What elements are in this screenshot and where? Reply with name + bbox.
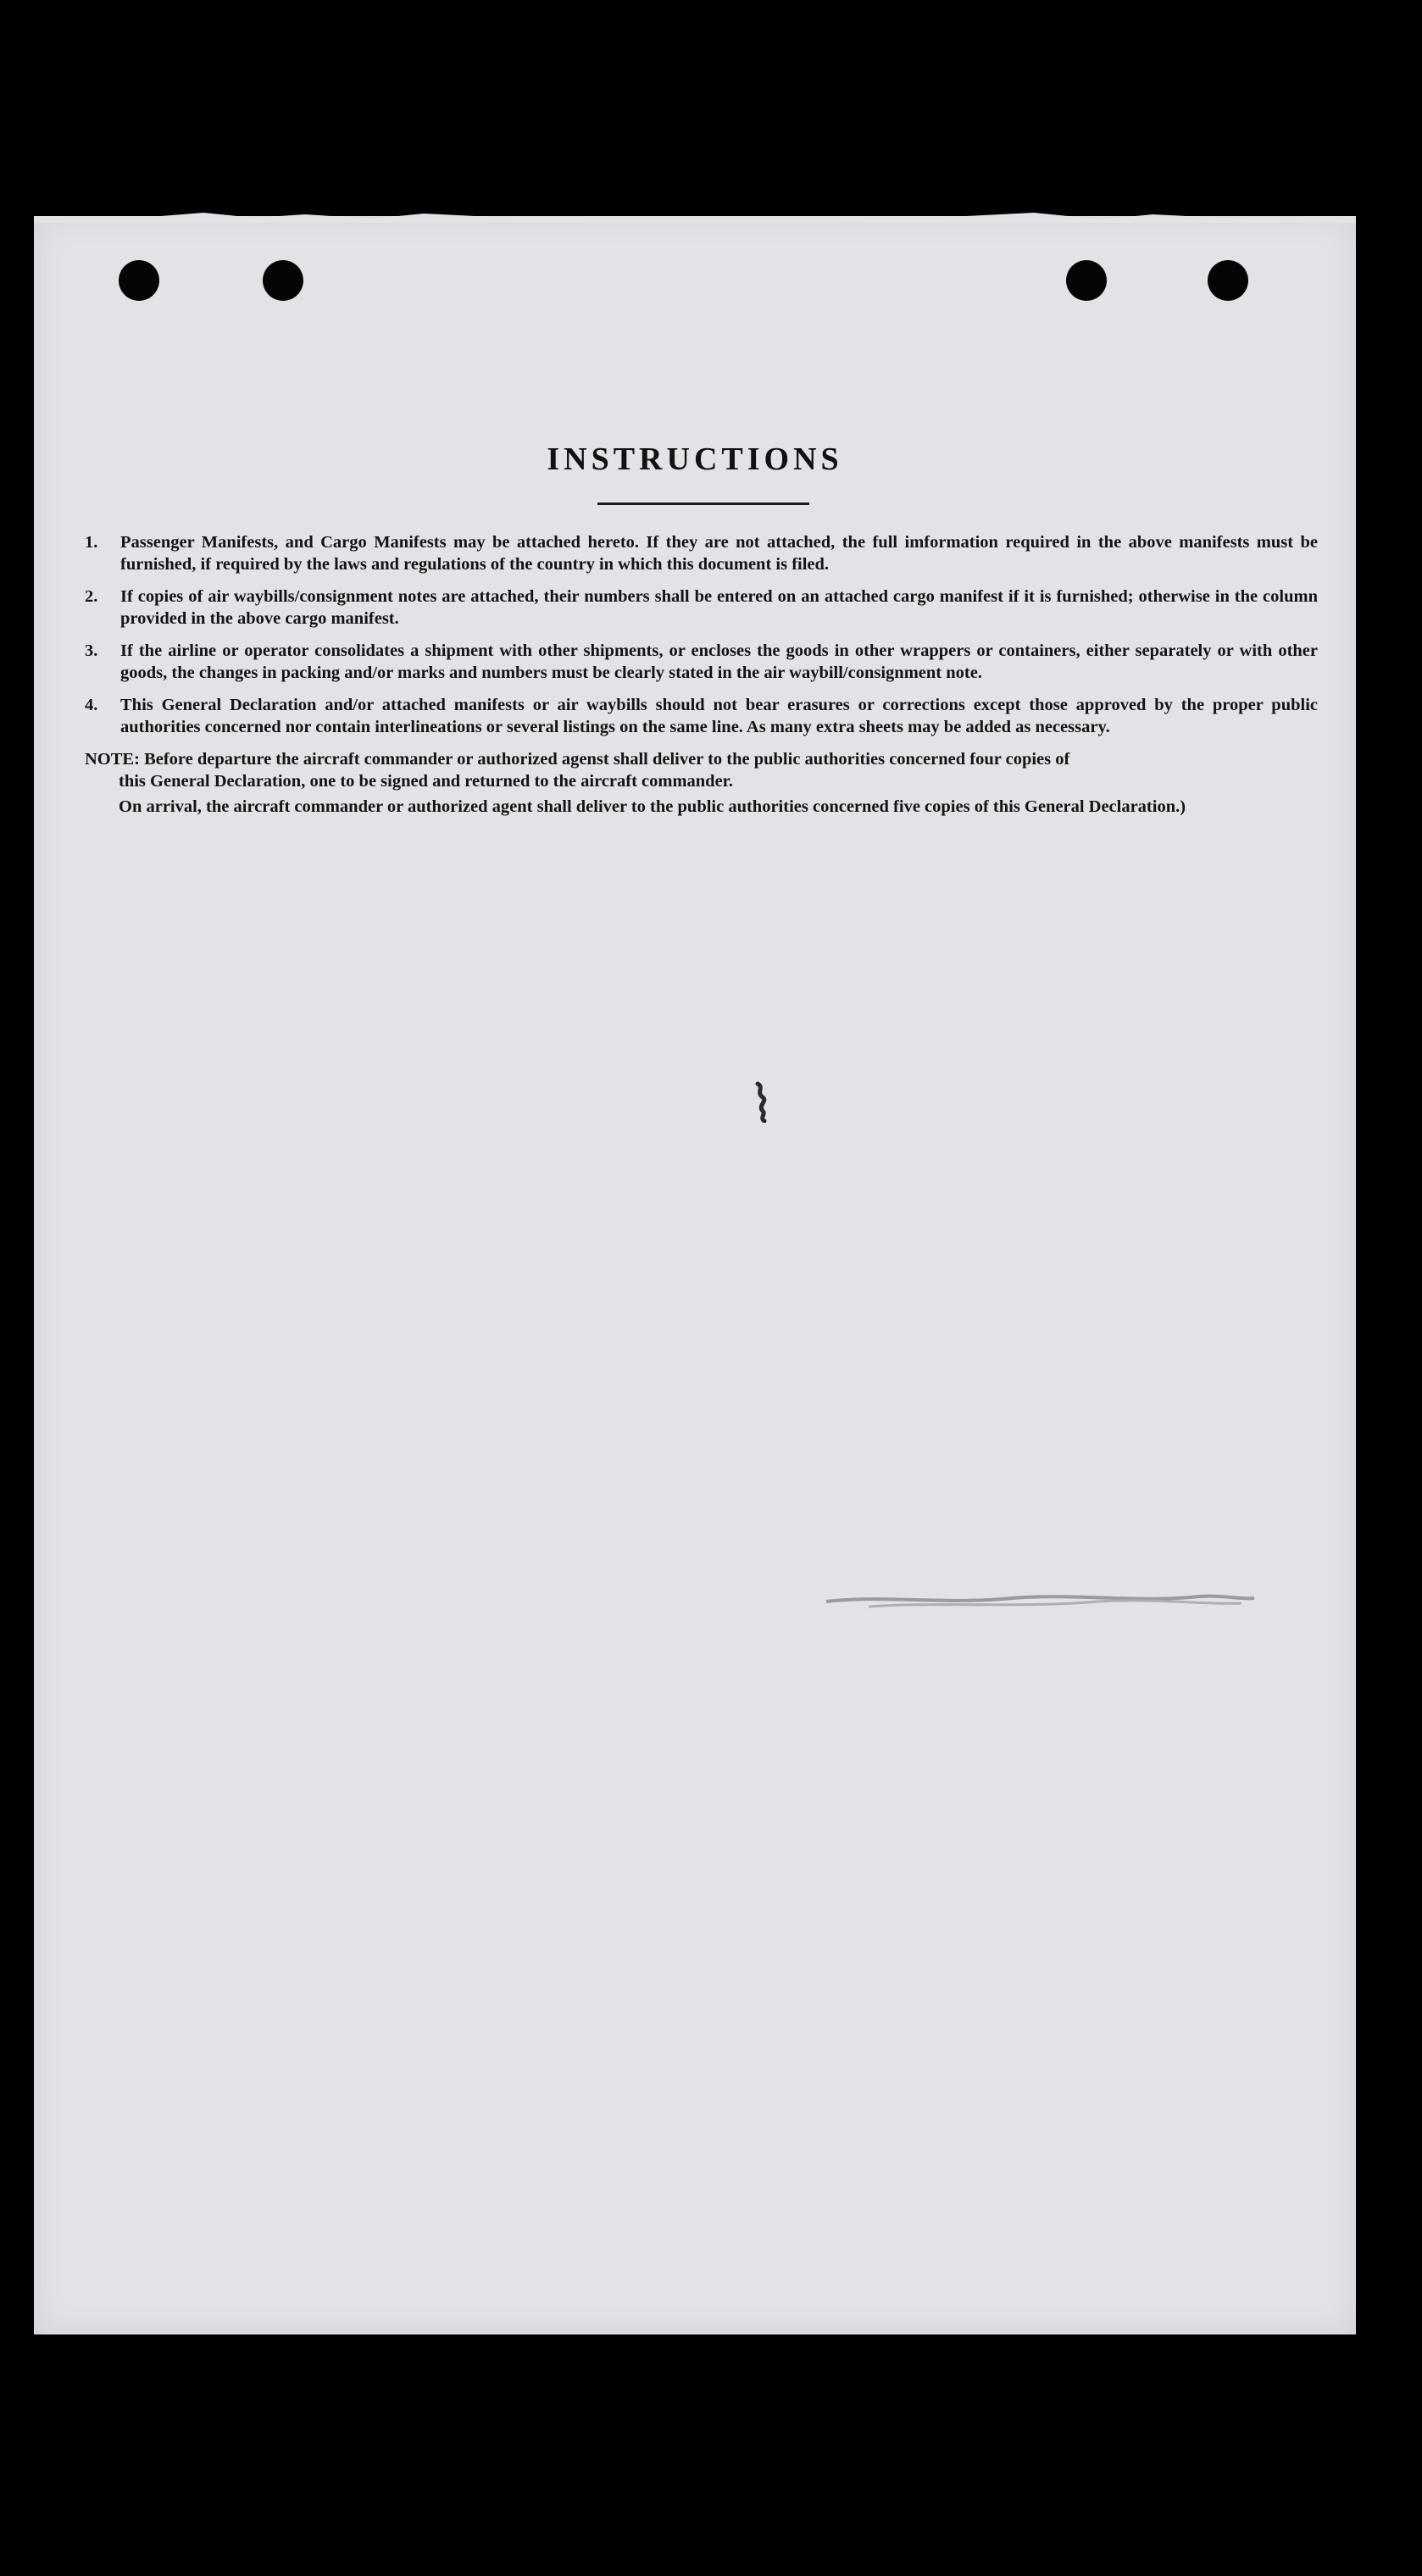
item-number: 4. xyxy=(85,696,98,714)
punch-hole-2 xyxy=(263,260,303,301)
punch-hole-1 xyxy=(119,260,159,301)
note-line-1: Before departure the aircraft commander or authorized agenst shall deliver to the public authorities concerned four copies of xyxy=(144,750,1070,769)
faded-scribble xyxy=(818,1576,1258,1618)
item-text: Passenger Manifests, and Cargo Manifests may be attached hereto. If they are not attached, the full imformation required in the above manifests must be furnished, if required by the laws and regulations of the country in which this document is filed. xyxy=(120,533,1318,574)
instructions-list xyxy=(85,531,1318,818)
item-text: If copies of air waybills/consignment notes are attached, their numbers shall be entered on an attached cargo manifest if it is furnished; otherwise in the column provided in the above cargo manifest. xyxy=(120,587,1318,628)
instruction-item xyxy=(85,694,1318,738)
note-paragraph-2: On arrival, the aircraft commander or authorized agent shall deliver to the public authorities concerned five copies of this General Declaration.) xyxy=(119,797,1186,816)
note-line-2: this General Declaration, one to be signed and returned to the aircraft commander. xyxy=(119,772,734,791)
item-text: If the airline or operator consolidates a shipment with other shipments, or encloses the goods in other wrappers or containers, either separately or with other goods, the changes in packing and/or marks and numbers must be clearly stated in the air waybill/consignment note. xyxy=(120,641,1318,682)
page-title: INSTRUCTIONS xyxy=(547,441,843,477)
instruction-item xyxy=(85,640,1318,684)
note-block xyxy=(85,748,1318,818)
note-first-line xyxy=(85,748,1318,770)
item-text: This General Declaration and/or attached manifests or air waybills should not bear erasures or corrections except those approved by the proper public authorities concerned nor contain interlineations or several listings on the same line. As many extra sheets may be added as necessary. xyxy=(120,696,1318,736)
punch-hole-4 xyxy=(1208,260,1248,301)
document-page xyxy=(34,216,1356,2334)
item-number: 1. xyxy=(85,533,98,552)
instruction-item xyxy=(85,531,1318,575)
item-number: 2. xyxy=(85,587,98,606)
torn-top-edge xyxy=(34,211,1356,223)
punch-hole-3 xyxy=(1066,260,1107,301)
instruction-item xyxy=(85,586,1318,630)
ink-smudge xyxy=(753,1080,771,1123)
note-label: NOTE: xyxy=(85,750,140,769)
title-underline xyxy=(597,502,809,505)
item-number: 3. xyxy=(85,641,98,660)
